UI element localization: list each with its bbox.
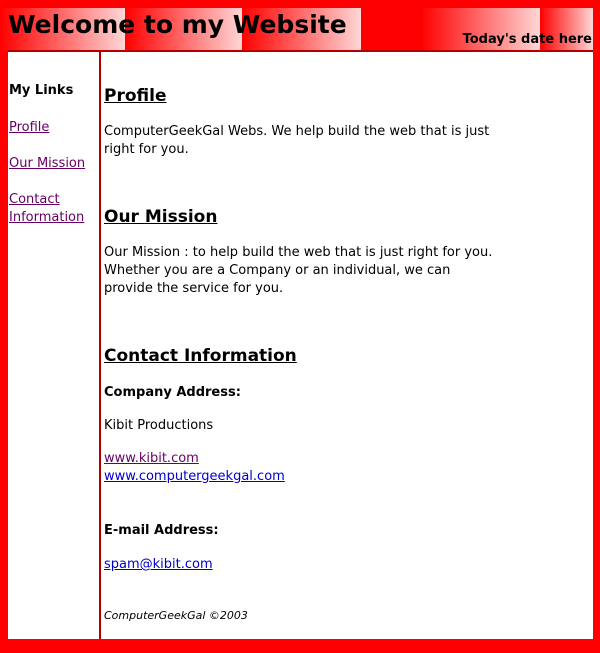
sidebar-link-contact-information[interactable]: Contact Information (9, 192, 85, 225)
date-text: Today's date here (462, 32, 592, 47)
sidebar-title: My Links (9, 83, 74, 98)
sidebar-link-profile[interactable]: Profile (9, 120, 50, 135)
site-header (0, 0, 600, 50)
mission-heading: Our Mission (104, 207, 218, 227)
email-address-label: E-mail Address: (104, 523, 219, 538)
email-link[interactable]: spam@kibit.com (104, 557, 213, 572)
company-address-label: Company Address: (104, 385, 241, 400)
website-link-computergeekgal[interactable]: www.computergeekgal.com (104, 469, 285, 484)
website-link-kibit[interactable]: www.kibit.com (104, 451, 199, 466)
site-title: Welcome to my Website (8, 10, 347, 39)
sidebar-link-our-mission[interactable]: Our Mission (9, 156, 86, 171)
mission-text: Our Mission : to help build the web that is just right for you. Whether you are a Company or an individual, we can provide the service for you. (104, 245, 493, 296)
main-content (104, 52, 589, 639)
profile-heading: Profile (104, 86, 167, 106)
company-name: Kibit Productions (104, 418, 214, 433)
profile-text: ComputerGeekGal Webs. We help build the web that is just right for you. (104, 124, 490, 157)
sidebar (8, 52, 101, 639)
contact-heading: Contact Information (104, 346, 297, 366)
content-frame (8, 50, 593, 639)
copyright-footer: ComputerGeekGal ©2003 (104, 609, 248, 622)
